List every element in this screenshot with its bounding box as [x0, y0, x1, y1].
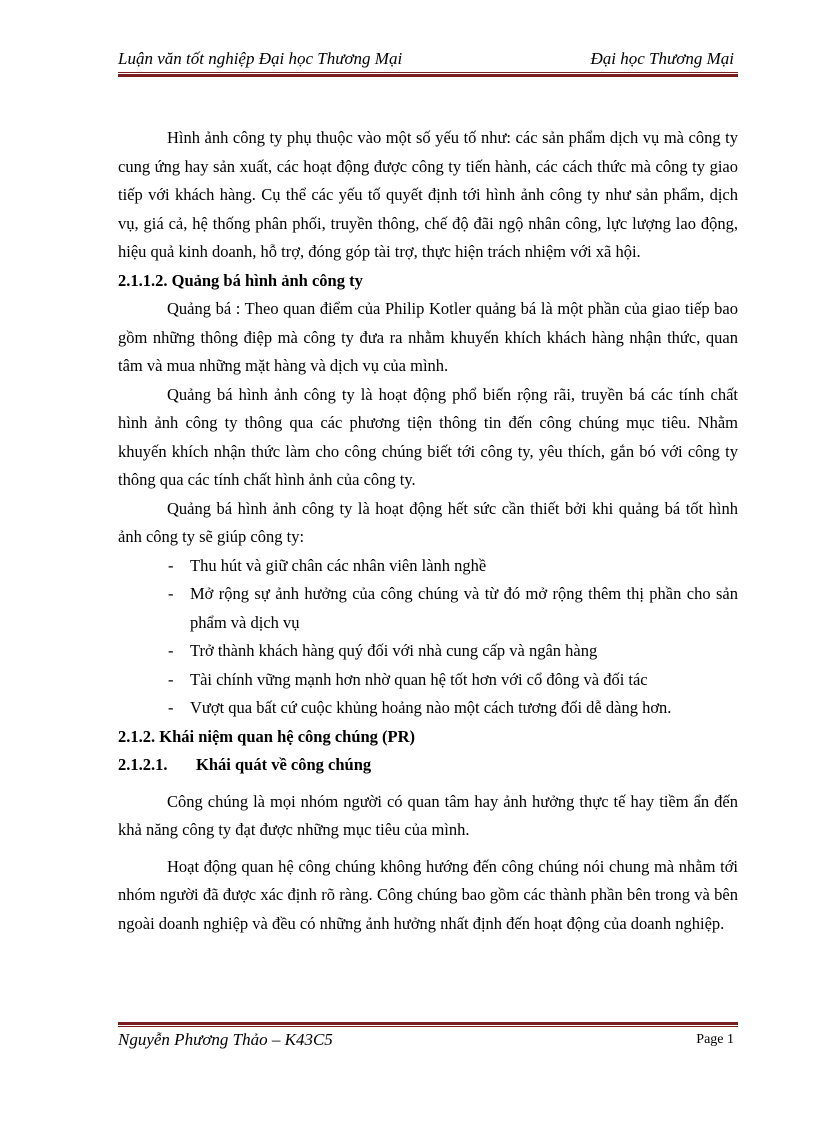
- page-header: [118, 47, 738, 73]
- spacer: [118, 845, 738, 853]
- paragraph-pr-target-groups: Hoạt động quan hệ công chúng không hướng đến công chúng nói chung mà nhằm tới nhóm người đã được xác định rõ ràng. Công chúng bao gồm các thành phần bên trong và bên ngoài doanh nghiệp và đều có những ảnh hưởng nhất định đến hoạt động của doanh nghiệp.: [118, 856, 738, 933]
- list-item-text: Tài chính vững mạnh hơn nhờ quan hệ tốt hơn với cổ đông và đối tác: [190, 669, 648, 689]
- section-heading-2-1-2: 2.1.2. Khái niệm quan hệ công chúng (PR): [118, 726, 416, 746]
- list-item-text: Vượt qua bất cứ cuộc khủng hoảng nào một cách tương đối dễ dàng hơn.: [190, 698, 672, 717]
- list-item: [118, 552, 738, 581]
- list-item-text: Thu hút và giữ chân các nhân viên lành nghề: [190, 555, 487, 575]
- bullet-dash: -: [168, 641, 174, 660]
- paragraph-company-image-factors: Hình ảnh công ty phụ thuộc vào một số yếu tố như: các sản phẩm dịch vụ mà công ty cung ứng hay sản xuất, các hoạt động được công ty tiến hành, các cách thức mà công ty giao tiếp với khách hàng. Cụ thể các yếu tố quyết định tới hình ảnh công ty như sản phẩm, dịch vụ, giá cả, hệ thống phân phối, truyền thông, chế độ đãi ngộ nhân công, lực lượng lao động, hiệu quả kinh doanh, hỗ trợ, đóng góp tài trợ, thực hiện trách nhiệm với xã hội.: [118, 128, 738, 261]
- heading-title: Khái quát về công chúng: [196, 755, 372, 774]
- spacer: [118, 780, 738, 788]
- header-thesis-title: Luận văn tốt nghiệp Đại học Thương Mại: [118, 49, 403, 68]
- paragraph-promotion-benefits-intro: Quảng bá hình ảnh công ty là hoạt động hết sức cần thiết bởi khi quảng bá tốt hình ảnh công ty sẽ giúp công ty:: [118, 498, 738, 546]
- header-rule: [118, 72, 738, 77]
- list-item: [118, 694, 738, 723]
- bullet-dash: -: [168, 669, 174, 689]
- list-item-text: Mở rộng sự ảnh hưởng của công chúng và từ đó mở rộng thêm thị phần cho sản phẩm và dịch vụ: [190, 584, 738, 632]
- list-item: [118, 580, 738, 637]
- benefits-list: [118, 552, 738, 723]
- paragraph-promotion-activity: Quảng bá hình ảnh công ty là hoạt động phổ biến rộng rãi, truyền bá các tính chất hình ảnh công ty thông qua các phương tiện thông tin đến công chúng mục tiêu. Nhằm khuyến khích nhận thức làm cho công chúng biết tới công ty, yêu thích, gắn bó với công ty thông qua các tính chất hình ảnh của công ty.: [118, 384, 738, 489]
- page-number: Page 1: [696, 1032, 734, 1047]
- paragraph-public-definition: Công chúng là mọi nhóm người có quan tâm hay ảnh hưởng thực tế hay tiềm ẩn đến khả năng công ty đạt được những mục tiêu của mình.: [118, 791, 738, 839]
- header-university: Đại học Thương Mại: [590, 49, 734, 68]
- list-item: [118, 666, 738, 695]
- bullet-dash: -: [168, 698, 174, 717]
- bullet-dash: -: [168, 555, 174, 575]
- footer-author: Nguyễn Phương Thảo – K43C5: [118, 1030, 333, 1049]
- section-heading-2-1-1-2: 2.1.1.2. Quảng bá hình ảnh công ty: [118, 270, 363, 290]
- bullet-dash: -: [168, 584, 174, 603]
- page-body: [118, 124, 738, 938]
- list-item-text: Trở thành khách hàng quý đối với nhà cung cấp và ngân hàng: [190, 641, 598, 660]
- list-item: [118, 637, 738, 666]
- section-heading-2-1-2-1: [118, 751, 738, 780]
- paragraph-promotion-definition: Quảng bá : Theo quan điểm của Philip Kotler quảng bá là một phần của giao tiếp bao gồm những thông điệp mà công ty đưa ra nhằm khuyến khích khách hàng nhận thức, quan tâm và mua những mặt hàng và dịch vụ của mình.: [118, 299, 738, 375]
- heading-number: 2.1.2.1.: [118, 755, 168, 774]
- footer-rule: [118, 1022, 738, 1027]
